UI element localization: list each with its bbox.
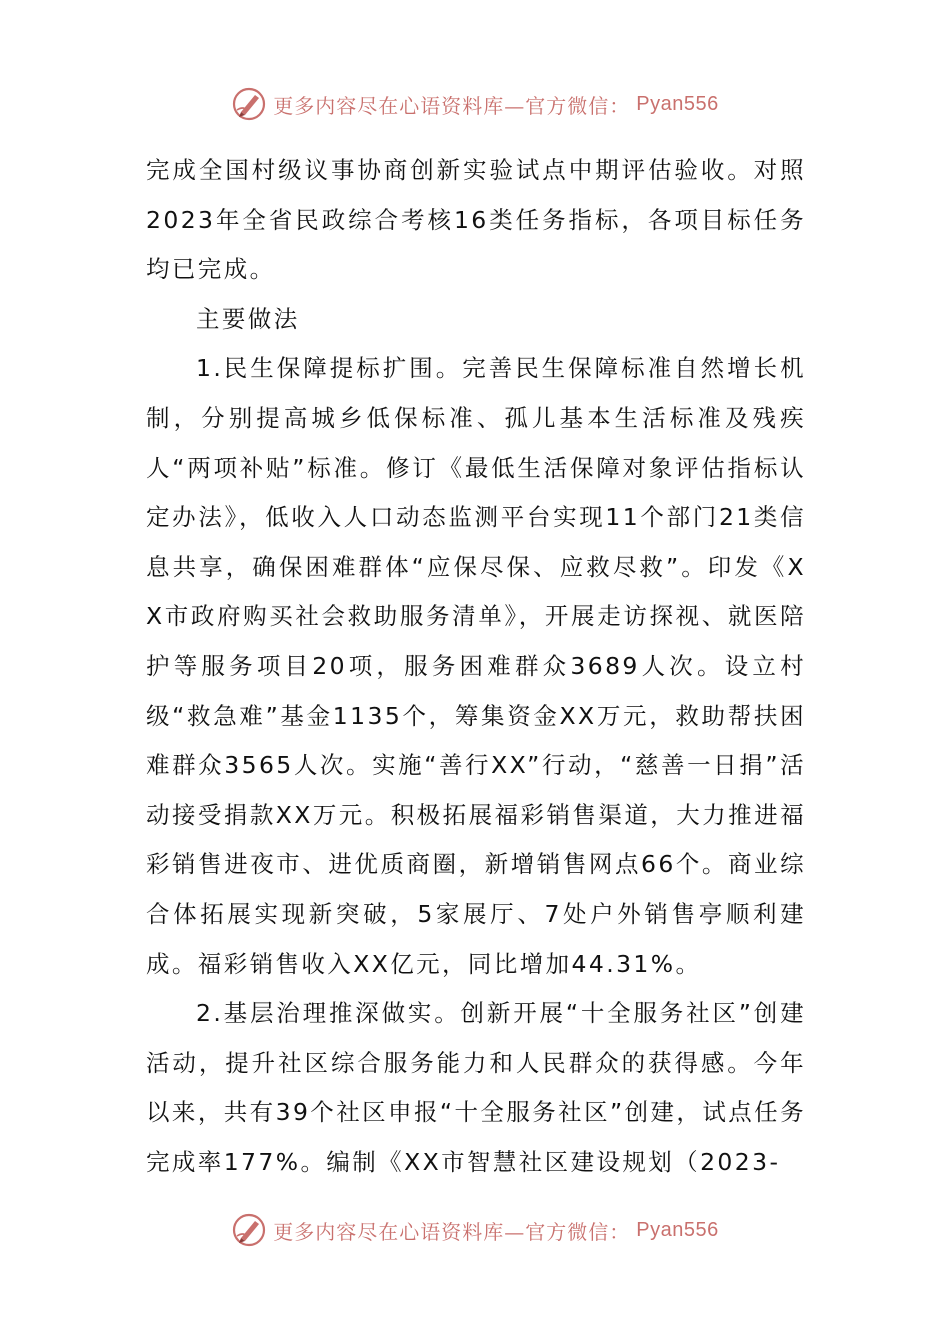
pen-logo-icon <box>231 1212 267 1248</box>
document-body <box>146 146 806 1187</box>
paragraph-continuation: 完成全国村级议事协商创新实验试点中期评估验收。对照2023年全省民政综合考核16类任务指标，各项目标任务均已完成。 <box>146 156 806 284</box>
pen-logo-icon <box>231 86 267 122</box>
paragraph-item-1: 1.民生保障提标扩围。完善民生保障标准自然增长机制，分别提高城乡低保标准、孤儿基本生活标准及残疾人“两项补贴”标准。修订《最低生活保障对象评估指标认定办法》，低收入人口动态监测平台实现11个部门21类信息共享，确保困难群体“应保尽保、应救尽救”。印发《XX市政府购买社会救助服务清单》，开展走访探视、就医陪护等服务项目20项，服务困难群众3689人次。设立村级“救急难”基金1135个，筹集资金XX万元，救助帮扶困难群众3565人次。实施“善行XX”行动，“慈善一日捐”活动接受捐款XX万元。积极拓展福彩销售渠道，大力推进福彩销售进夜市、进优质商圈，新增销售网点66个。商业综合体拓展实现新突破，5家展厅、7处户外销售亭顺利建成。福彩销售收入XX亿元，同比增加44.31%。 <box>146 354 806 978</box>
watermark-header <box>0 84 950 124</box>
watermark-text: 更多内容尽在心语资料库—官方微信： <box>273 93 631 118</box>
watermark-footer <box>0 1210 950 1250</box>
watermark-wechat-id: Pyan556 <box>636 1218 719 1241</box>
watermark-text: 更多内容尽在心语资料库—官方微信： <box>273 1219 631 1244</box>
paragraph-item-2: 2.基层治理推深做实。创新开展“十全服务社区”创建活动，提升社区综合服务能力和人民群众的获得感。今年以来，共有39个社区申报“十全服务社区”创建，试点任务完成率177%。编制《XX市智慧社区建设规划（2023- <box>146 999 806 1176</box>
section-heading: 主要做法 <box>196 304 300 333</box>
watermark-wechat-id: Pyan556 <box>636 92 719 115</box>
